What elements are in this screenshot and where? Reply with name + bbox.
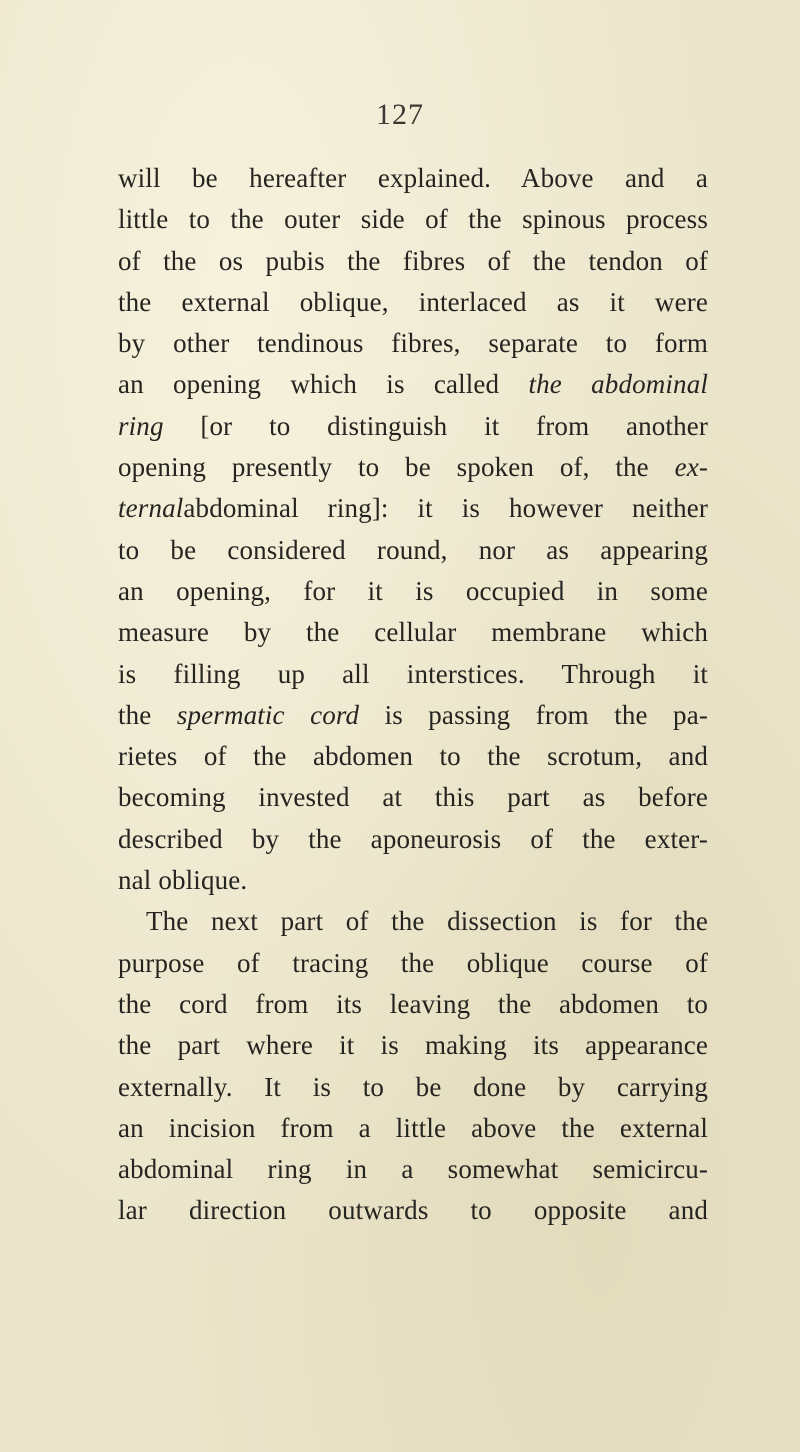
- text-line: [118, 241, 708, 282]
- italic-term: ex-: [674, 452, 708, 483]
- text-segment: an incision from a little above the external: [118, 1112, 708, 1143]
- text-segment: will be hereafter explained. Above and a: [118, 163, 708, 193]
- text-segment: externally. It is to be done by carrying: [118, 1071, 708, 1102]
- text-line: [118, 406, 708, 447]
- text-segment: lar direction outwards to opposite and: [118, 1195, 708, 1226]
- page-number: 127: [376, 98, 424, 131]
- text-line: [118, 1108, 708, 1149]
- text-segment: opening presently to be spoken of, the: [118, 452, 675, 483]
- text-segment: of the os pubis the fibres of the tendon of: [118, 245, 708, 276]
- text-line: [118, 943, 708, 984]
- text-line: [118, 901, 708, 942]
- text-segment: becoming invested at this part as before: [118, 782, 708, 813]
- text-line: [118, 984, 708, 1025]
- text-segment: abdominal ring in a somewhat semicircu-: [118, 1154, 708, 1185]
- text-segment: to be considered round, nor as appearing: [118, 534, 708, 565]
- text-segment: the external oblique, interlaced as it were: [118, 286, 708, 317]
- text-line: [118, 447, 708, 488]
- italic-term: spermatic cord: [176, 699, 360, 730]
- text-line: [118, 777, 708, 818]
- text-segment: an opening, for it is occupied in some: [118, 575, 708, 606]
- text-segment: abdominal ring]: it is however neither: [183, 493, 708, 524]
- text-segment: measure by the cellular membrane which: [118, 617, 708, 648]
- body-text: [118, 158, 708, 1232]
- text-segment: [or to distinguish it from another: [163, 410, 708, 441]
- text-line: [118, 323, 708, 364]
- text-segment: by other tendinous fibres, separate to form: [118, 328, 708, 359]
- text-line: [118, 1067, 708, 1108]
- text-line: [118, 488, 708, 529]
- text-line: [118, 1149, 708, 1190]
- text-line: [118, 364, 708, 405]
- text-line: [118, 199, 708, 240]
- text-segment: described by the aponeurosis of the exter-: [118, 823, 708, 854]
- text-segment: is filling up all interstices. Through it: [118, 658, 708, 689]
- text-line: [118, 860, 708, 901]
- text-segment: purpose of tracing the oblique course of: [118, 947, 708, 978]
- text-line: [118, 158, 708, 199]
- text-segment: is passing from the pa-: [359, 699, 708, 730]
- text-line: [118, 654, 708, 695]
- text-line: [118, 1190, 708, 1231]
- text-line: [118, 695, 708, 736]
- text-segment: the part where it is making its appearance: [118, 1030, 708, 1061]
- text-segment: the: [118, 699, 177, 730]
- text-segment: rietes of the abdomen to the scrotum, and: [118, 741, 708, 772]
- text-line: [118, 282, 708, 323]
- text-line: [118, 1025, 708, 1066]
- italic-term: the abdominal: [528, 369, 709, 400]
- text-segment: an opening which is called: [118, 369, 529, 400]
- text-line: [118, 819, 708, 860]
- text-line: [118, 736, 708, 777]
- text-line: [118, 571, 708, 612]
- text-segment: little to the outer side of the spinous process: [118, 204, 708, 235]
- text-segment: the cord from its leaving the abdomen to: [118, 988, 708, 1019]
- text-line: [118, 612, 708, 653]
- text-segment: nal oblique.: [118, 865, 248, 896]
- italic-term: ternal: [118, 493, 184, 524]
- italic-term: ring: [118, 410, 164, 441]
- text-line: [118, 530, 708, 571]
- text-segment: The next part of the dissection is for the: [146, 906, 708, 937]
